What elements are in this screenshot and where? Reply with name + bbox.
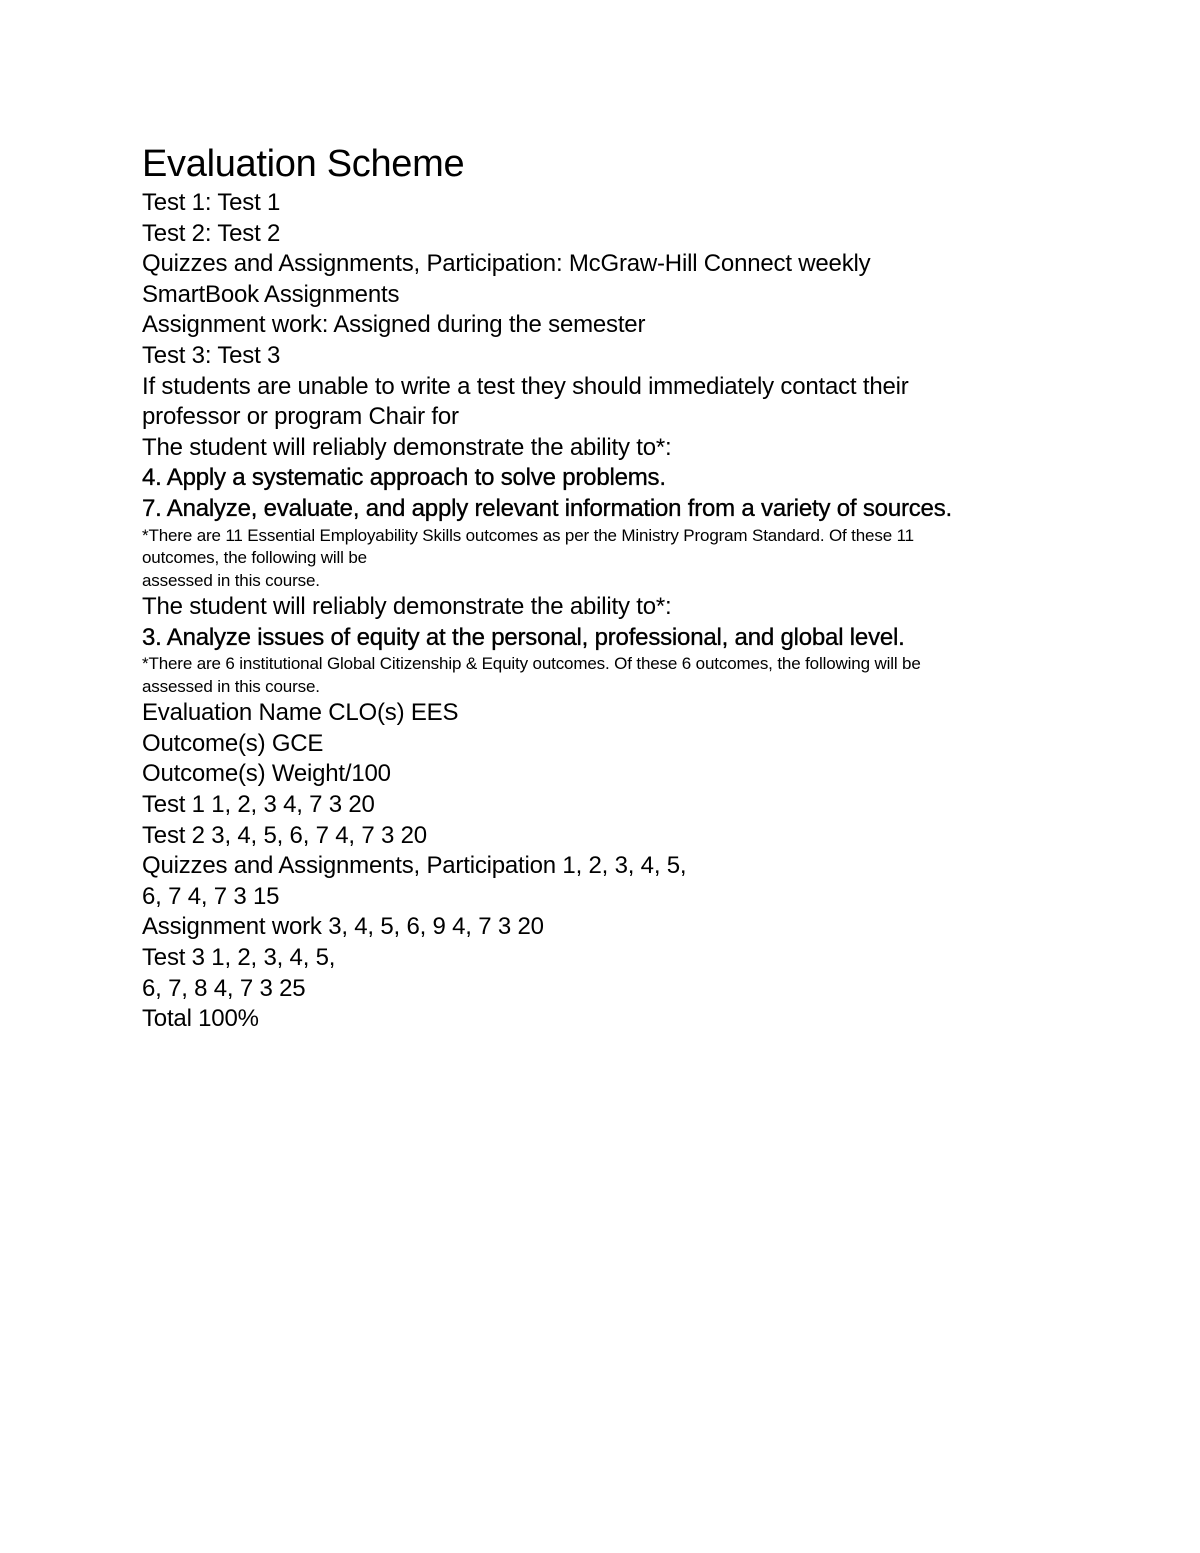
table-row: 6, 7 4, 7 3 15 xyxy=(142,882,280,910)
table-total: Total 100% xyxy=(142,1005,259,1033)
evaluation-table xyxy=(142,698,1082,1035)
table-header-line: Outcome(s) GCE xyxy=(142,729,324,757)
scheme-list xyxy=(142,188,1082,372)
ees-note-line: assessed in this course. xyxy=(142,570,320,590)
ees-note-line: *There are 11 Essential Employability Skills outcomes as per the Ministry Program Standard. Of these 11 xyxy=(142,525,914,545)
table-row: Assignment work 3, 4, 5, 6, 9 4, 7 3 20 xyxy=(142,913,544,941)
table-row: Test 3 1, 2, 3, 4, 5, xyxy=(142,943,336,971)
scheme-line: SmartBook Assignments xyxy=(142,280,400,308)
gce-intro: The student will reliably demonstrate the ability to*: xyxy=(142,593,672,621)
gce-section xyxy=(142,592,1082,698)
table-header-line: Evaluation Name CLO(s) EES xyxy=(142,699,459,727)
table-row: Quizzes and Assignments, Participation 1, 2, 3, 4, 5, xyxy=(142,852,687,880)
gce-outcome: 3. Analyze issues of equity at the personal, professional, and global level. xyxy=(142,623,905,651)
notice-line: professor or program Chair for xyxy=(142,403,459,431)
scheme-line: Test 1: Test 1 xyxy=(142,189,281,216)
table-header-line: Outcome(s) Weight/100 xyxy=(142,760,391,788)
table-row: 6, 7, 8 4, 7 3 25 xyxy=(142,974,306,1002)
ees-outcome: 7. Analyze, evaluate, and apply relevant information from a variety of sources. xyxy=(142,494,952,522)
scheme-line: Assignment work: Assigned during the semester xyxy=(142,311,646,339)
table-row: Test 2 3, 4, 5, 6, 7 4, 7 3 20 xyxy=(142,821,427,849)
table-row: Test 1 1, 2, 3 4, 7 3 20 xyxy=(142,791,375,818)
ees-outcome: 4. Apply a systematic approach to solve problems. xyxy=(142,464,666,492)
scheme-line: Test 3: Test 3 xyxy=(142,341,281,369)
document-page xyxy=(142,143,1082,1035)
gce-note-line: assessed in this course. xyxy=(142,676,320,696)
ees-intro: The student will reliably demonstrate the ability to*: xyxy=(142,433,672,461)
gce-note-line: *There are 6 institutional Global Citizenship & Equity outcomes. Of these 6 outcomes, the following will be xyxy=(142,654,921,674)
ees-note-line: outcomes, the following will be xyxy=(142,548,367,568)
document-title: Evaluation Scheme xyxy=(142,143,465,185)
test-notice xyxy=(142,372,1082,433)
scheme-line: Test 2: Test 2 xyxy=(142,219,281,247)
ees-section xyxy=(142,433,1082,592)
notice-line: If students are unable to write a test they should immediately contact their xyxy=(142,372,909,400)
scheme-line: Quizzes and Assignments, Participation: McGraw-Hill Connect weekly xyxy=(142,250,871,278)
